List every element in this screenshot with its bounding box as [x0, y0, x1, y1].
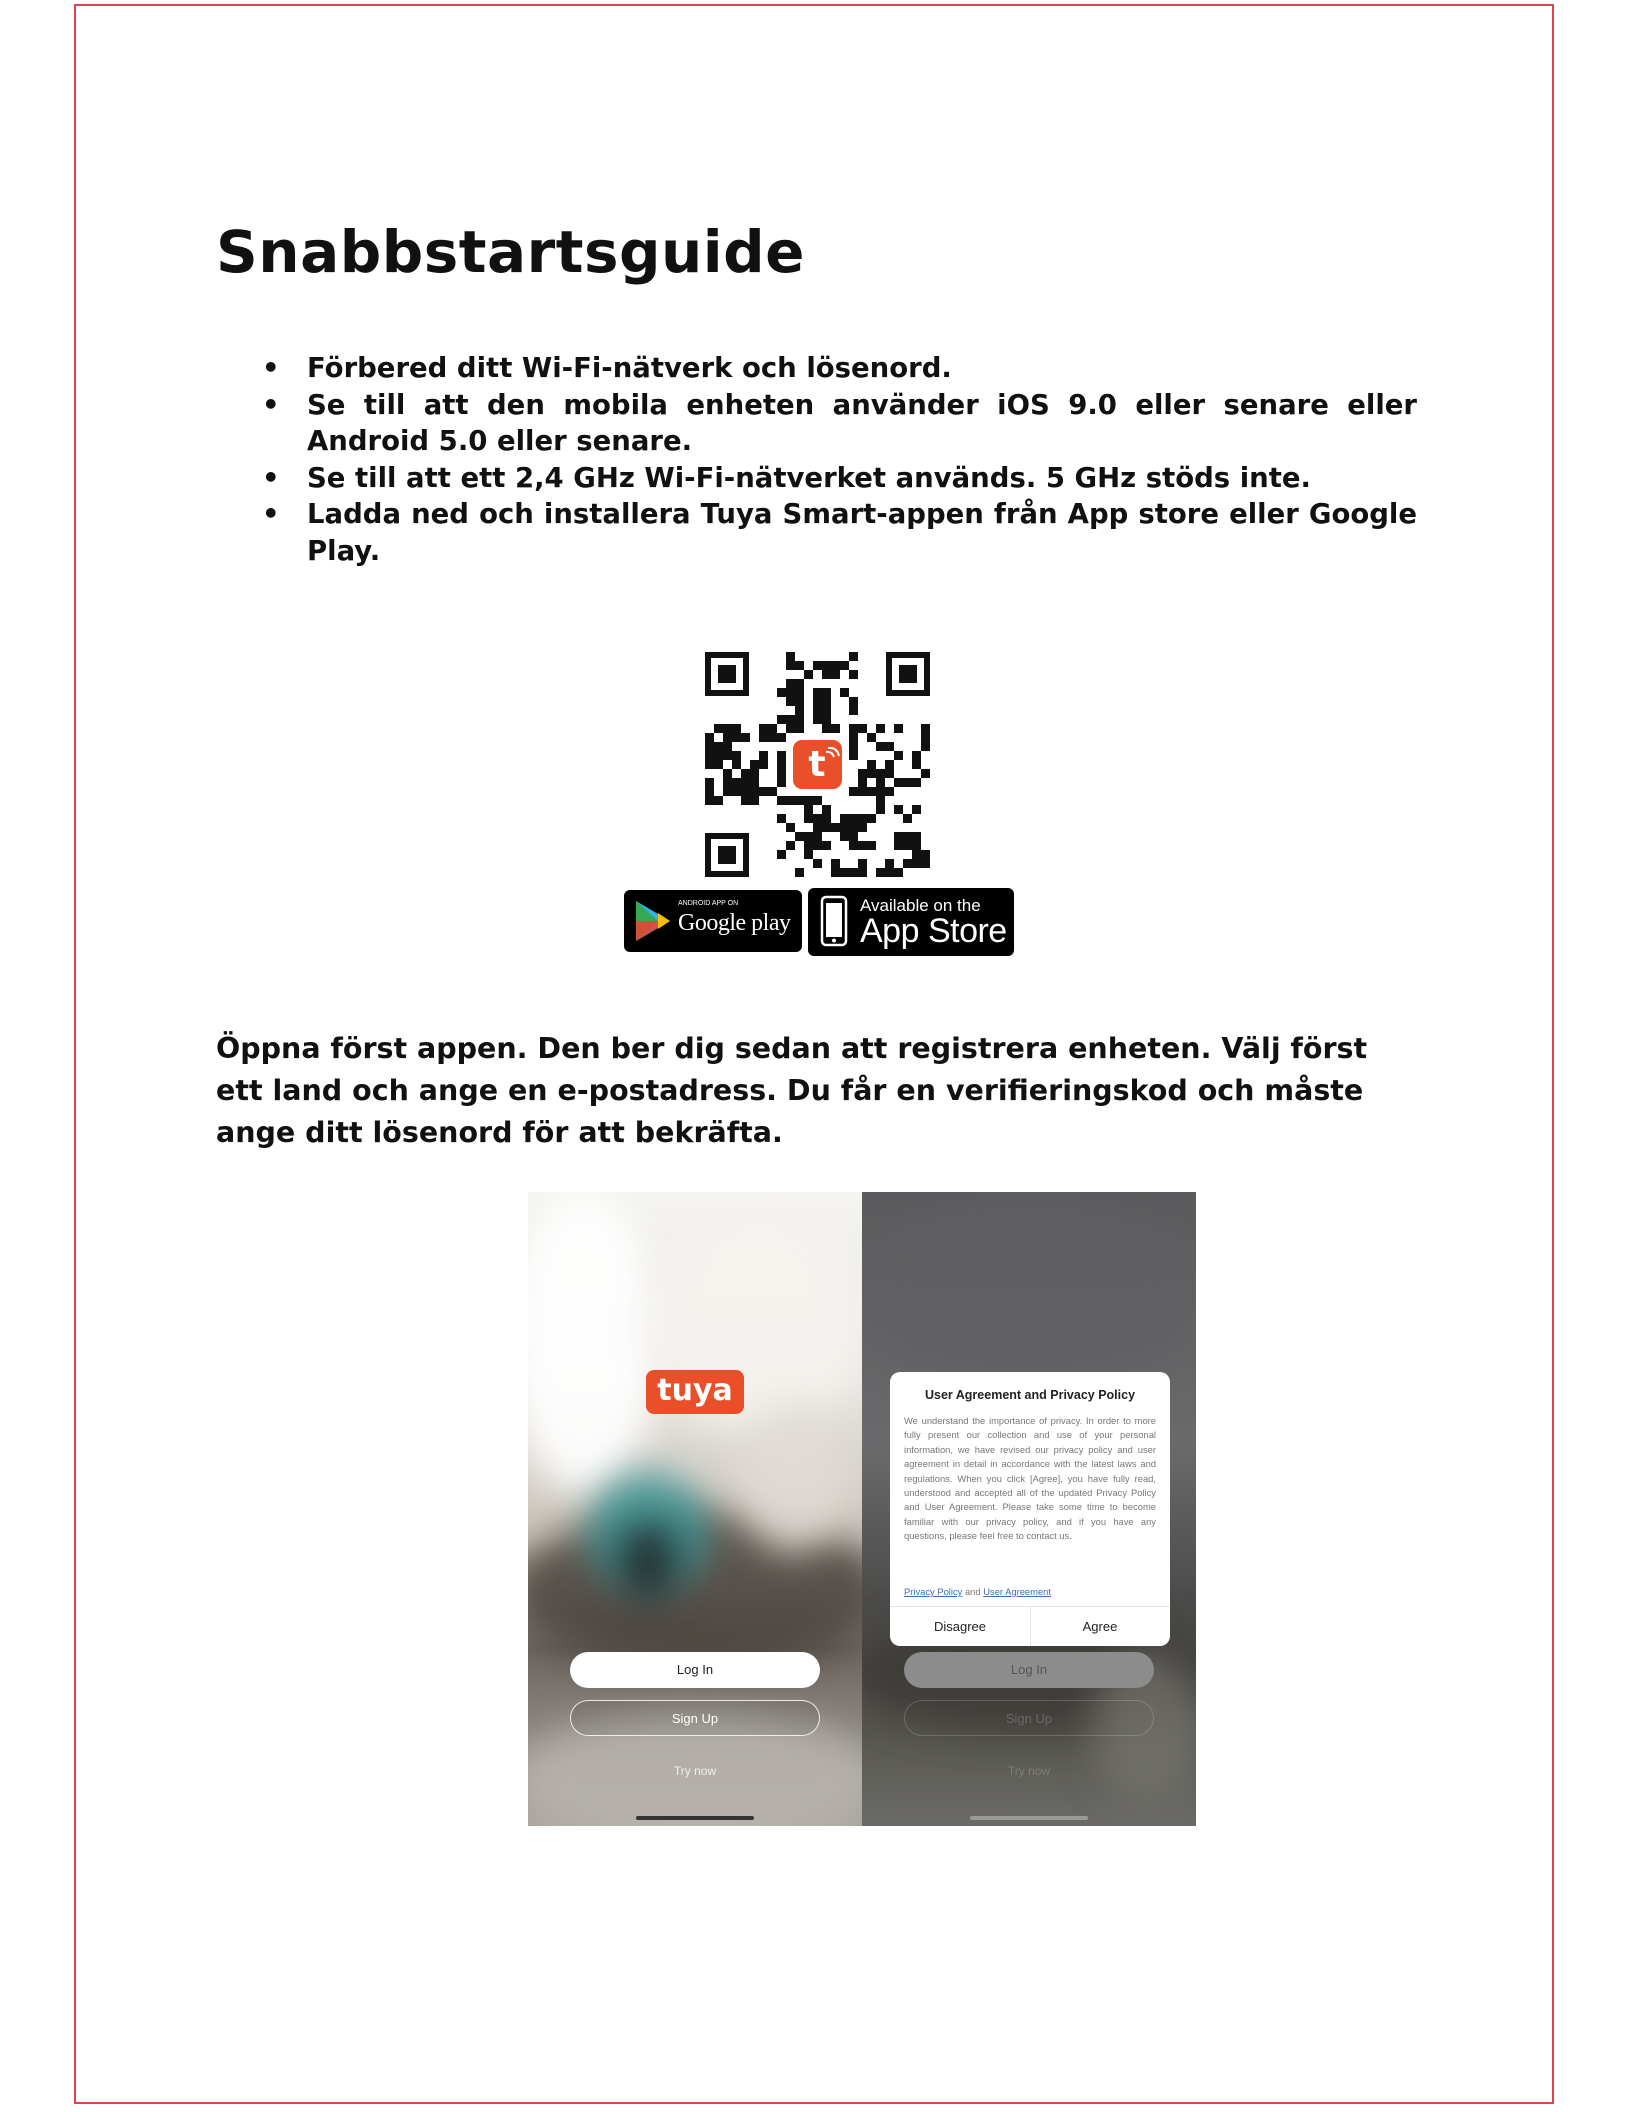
- background-blur: [738, 1402, 848, 1552]
- list-item: [262, 387, 1417, 460]
- qr-code[interactable]: [705, 652, 930, 877]
- list-item-text: Se till att den mobila enheten använder iOS 9.0 eller senare eller Android 5.0 eller senare.: [307, 388, 1417, 457]
- play-triangle-icon: [634, 899, 674, 943]
- app-store-small-text: Available on the: [860, 896, 981, 915]
- home-indicator: [636, 1816, 754, 1820]
- qr-center-letter: t: [808, 744, 826, 785]
- page-title: Snabbstartsguide: [216, 218, 806, 286]
- privacy-policy-link[interactable]: Privacy Policy: [904, 1586, 963, 1597]
- background-blur: [862, 1192, 1196, 1392]
- instructions-paragraph: Öppna först appen. Den ber dig sedan att registrera enheten. Välj först ett land och ange en e-postadress. Du får en verifieringskod och måste ange ditt lösenord för att bekräfta.: [216, 1032, 1368, 1149]
- app-store-text: App Store: [860, 912, 1007, 950]
- privacy-dialog: [890, 1372, 1170, 1646]
- bullet-dot: •: [262, 498, 280, 530]
- list-item: [262, 350, 1417, 387]
- bullet-dot: •: [262, 388, 280, 421]
- agree-button[interactable]: Agree: [1082, 1619, 1118, 1634]
- list-item-text: Ladda ned och installera Tuya Smart-appen från App store eller Google Play.: [307, 498, 1417, 567]
- bullet-dot: •: [262, 461, 280, 494]
- user-agreement-link[interactable]: User Agreement: [983, 1586, 1051, 1597]
- and-text: and: [964, 1586, 981, 1597]
- login-button-disabled: Log In: [904, 1652, 1154, 1688]
- iphone-icon: [820, 895, 850, 949]
- try-now-link-disabled: Try now: [1007, 1764, 1051, 1778]
- background-blur: [618, 1522, 678, 1602]
- dialog-links: [904, 1586, 1051, 1597]
- list-item-text: Se till att ett 2,4 GHz Wi-Fi-nätverket används. 5 GHz stöds inte.: [307, 461, 1311, 494]
- google-play-small-text: ANDROID APP ON: [678, 900, 739, 907]
- google-play-badge[interactable]: [624, 890, 802, 952]
- tuya-logo: tuya: [646, 1370, 744, 1414]
- home-indicator: [970, 1816, 1088, 1820]
- list-item-text: Förbered ditt Wi-Fi-nätverk och lösenord.: [307, 352, 952, 384]
- app-screenshot-privacy: [862, 1192, 1196, 1826]
- requirements-list: [262, 350, 1417, 569]
- login-button[interactable]: Log In: [570, 1652, 820, 1688]
- qr-code-graphic: [705, 652, 930, 877]
- dialog-body: We understand the importance of privacy. In order to more fully present our collection and use of your personal information, we have revised our privacy policy and user agreement in detail in accordance with the latest laws and regulations. When you click [Agree], you have fully read, understood and accepted all of the updated Privacy Policy and User Agreement. Please take some time to become familiar with our privacy policy, and if you have any questions, please feel free to contact us.: [904, 1415, 1156, 1542]
- bullet-dot: •: [262, 352, 280, 384]
- try-now-link[interactable]: Try now: [673, 1764, 717, 1778]
- signup-button[interactable]: Sign Up: [570, 1700, 820, 1736]
- app-screenshot-welcome: [528, 1192, 862, 1826]
- list-item: [262, 460, 1417, 497]
- google-play-text: Google play: [678, 910, 791, 936]
- dialog-title: User Agreement and Privacy Policy: [924, 1388, 1136, 1402]
- signup-button-disabled: Sign Up: [904, 1700, 1154, 1736]
- app-store-badge[interactable]: [808, 888, 1014, 956]
- background-blur: [528, 1192, 658, 1492]
- disagree-button[interactable]: Disagree: [933, 1619, 987, 1634]
- list-item: [262, 496, 1417, 569]
